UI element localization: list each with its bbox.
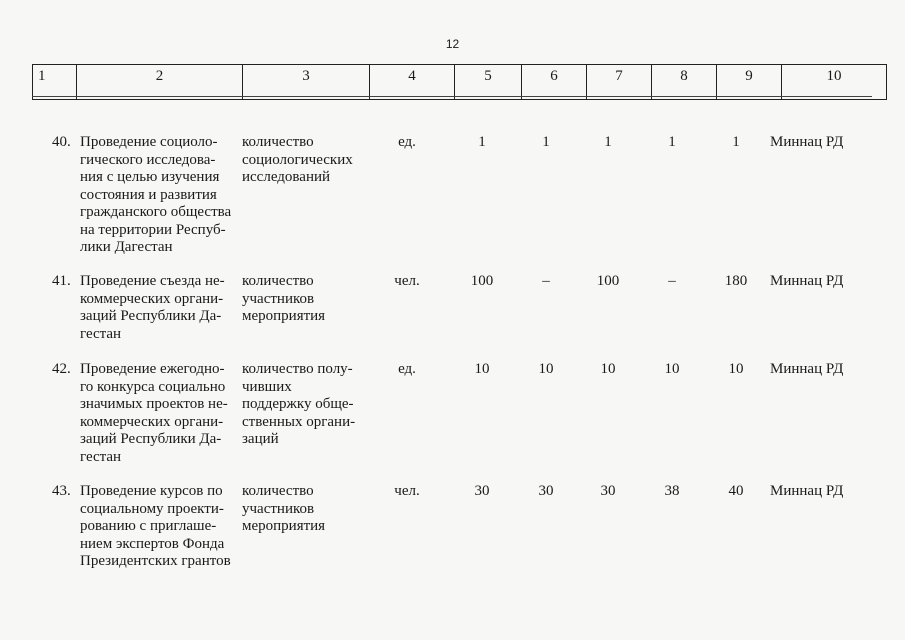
column-header-9: 9 [717,65,782,100]
row-value-5: 100 [470,273,494,289]
row-indicator [242,134,366,187]
row-unit: ед. [398,361,416,377]
indicator-line: мероприятия [242,308,326,324]
row-description [80,361,238,466]
indicator-line: количество [242,134,314,150]
description-line: коммерческих органи- [80,290,224,307]
description-line: Президентских грантов [80,553,231,569]
description-line: рованию с приглаше- [80,518,217,534]
description-line: гического исследова- [80,151,216,168]
row-number: 41. [52,273,71,289]
column-header-row [33,65,887,100]
description-line: ния с целью изучения [80,169,220,185]
column-header-10: 10 [782,65,887,100]
description-line: гестан [80,448,122,465]
indicator-line: ственных органи- [242,413,356,430]
row-value-8: 10 [664,361,680,377]
row-value-7: 10 [600,361,616,377]
row-value-7: 100 [596,273,620,289]
row-value-7: 1 [604,134,612,150]
description-line: на территории Респуб- [80,221,226,238]
row-value-7: 30 [600,483,616,499]
description-line: Проведение съезда не- [80,273,225,289]
indicator-line: участников [242,290,315,307]
row-indicator [242,361,366,449]
indicator-line: количество полу- [242,361,353,377]
row-description [80,483,238,571]
row-indicator [242,273,366,326]
description-line: заций Республики Да- [80,308,222,324]
indicator-line: социологических [242,151,353,168]
row-value-9: 40 [728,483,744,499]
row-unit: чел. [394,273,420,289]
description-line: социальному проекти- [80,500,224,517]
row-value-8: 38 [664,483,680,499]
row-number: 42. [52,361,71,377]
description-line: Проведение курсов по [80,483,223,499]
row-value-9: 10 [728,361,744,377]
indicator-line: мероприятия [242,518,326,534]
page-number: 12 [445,37,460,51]
row-value-5: 30 [474,483,490,499]
header-bottom-rule [32,96,872,97]
indicator-line: чивших [242,378,292,395]
row-executor: Миннац РД [770,483,844,499]
description-line: заций Республики Да- [80,431,222,447]
row-number: 40. [52,134,71,150]
row-description [80,134,238,257]
column-header-6: 6 [522,65,587,100]
column-header-4: 4 [370,65,455,100]
description-line: Проведение ежегодно- [80,361,225,377]
row-unit: чел. [394,483,420,499]
row-value-8: – [668,273,676,289]
row-executor: Миннац РД [770,273,844,289]
description-line: состояния и развития [80,186,217,203]
description-line: значимых проектов не- [80,396,228,412]
indicator-line: количество [242,273,314,289]
column-header-2: 2 [77,65,243,100]
description-line: гражданского общества [80,204,232,220]
row-value-6: 10 [538,361,554,377]
description-line: гестан [80,325,122,342]
indicator-line: участников [242,500,315,517]
row-indicator [242,483,366,536]
row-value-5: 1 [478,134,486,150]
indicator-line: заций [242,431,279,447]
row-value-6: 30 [538,483,554,499]
description-line: Проведение социоло- [80,134,218,150]
description-line: нием экспертов Фонда [80,535,225,552]
indicator-line: поддержку обще- [242,396,354,412]
row-value-6: 1 [542,134,550,150]
description-line: го конкурса социально [80,378,226,395]
row-unit: ед. [398,134,416,150]
column-header-7: 7 [587,65,652,100]
description-line: коммерческих органи- [80,413,224,430]
row-executor: Миннац РД [770,361,844,377]
description-line: лики Дагестан [80,239,173,255]
column-header-1: 1 [33,65,77,100]
row-description [80,273,238,343]
row-value-8: 1 [668,134,676,150]
column-header-8: 8 [652,65,717,100]
column-header-3: 3 [243,65,370,100]
row-value-5: 10 [474,361,490,377]
row-number: 43. [52,483,71,499]
row-value-9: 1 [732,134,740,150]
column-header-table [32,64,887,100]
indicator-line: исследований [242,169,331,185]
row-value-6: – [542,273,550,289]
row-value-9: 180 [724,273,748,289]
row-executor: Миннац РД [770,134,844,150]
column-header-5: 5 [455,65,522,100]
indicator-line: количество [242,483,314,499]
